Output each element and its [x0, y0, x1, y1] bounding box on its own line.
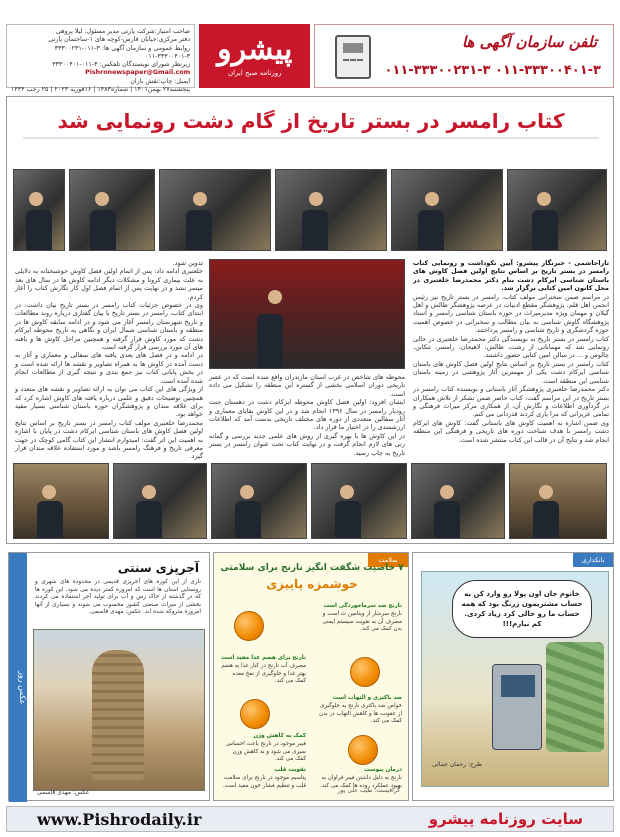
health-item: [316, 695, 402, 726]
article-paragraph: محوطه های شاخص در غرب استان مازندران واقع شده است که در عصر تاریخی دوران اسلامی بخشی از گستره این منطقه را تشکیل می داده است.: [209, 373, 405, 398]
article-paragraph: کتاب رامسر در بستر تاریخ به نویسندگی دکتر محمدرضا خلعتبری در حالی رونمایی شد که مهمانانی از رشت، طالش، لاهیجان، رامسر، تنکابن، چالوس و ... در سالن امین کتابی حضور داشتند.: [413, 334, 609, 360]
issue-date-line: پنجشنبه۲۷ بهمن۱۴۰۱ | شماره۱۴۸۳ | ۱۶فوریه ۲۰۲۳ | ۲۵ رجب ۱۴۴۴: [11, 86, 191, 94]
article-paragraph: خلعتبری ادامه داد: پس از اتمام اولین فصل کاوش خوشبختانه به دلایلی به علت بیماری کرونا و مشکلات دیگر ادامه کاوش ها در سال های بعد میسر نشد و در نهایت پس از اتمام فصل اول کار نگارش کتاب را آغاز کردم.: [15, 267, 203, 301]
health-item-body: نارنج سرشار از ویتامین ث است و مصرف آن به تقویت سیستم ایمنی بدن کمک می کند.: [322, 611, 402, 633]
website-label: سایت روزنامه پیشرو: [428, 810, 583, 828]
footer-banner: [6, 806, 614, 832]
health-item-body: خواص ضد باکتری نارنج به جلوگیری از عفونت ها و کاهش التهاب در بدن کمک می کند.: [319, 703, 402, 725]
email-link[interactable]: Pishronewspaper@Gmail.com: [85, 69, 191, 77]
article-paragraph: کتاب رامسر در بستر تاریخ بر اساس نتایج اولین فصل کاوش های باستان شناسی ایرکام دشت یکی از مهمترین آثار پژوهشی در زمینه باستان شناسی این منطقه است.: [413, 359, 609, 385]
article-paragraph: وی در خصوص جزئیات کتاب رامسر در بستر تاریخ بیان داشت: در ابتدای کتاب، رامسر در بستر تاریخ با بیان گفتاری درباره روند مطالعات و تاریخ شهرستان رامسر آغاز می شود و در ادامه سابقه کاوش ها در منطقه و باستان شناسی شمال ایران و نگاهی به تاریخ محوطه ایرکام دشت که مورد کاوش قرار گرفته و همچنین مراحل کاوش ها و یافته های آن مورد بررسی قرار گرفته است.: [15, 301, 203, 352]
info-line: ایمیل: چاپ:نقش باران: [130, 77, 191, 85]
article-paragraph: دکتر محمدرضا خلعتبری پژوهشگر آثار باستانی و نویسنده کتاب رامسر در بستر تاریخ در این مراسم گفت: کتاب حاضر ضمن تشکر از تلاش همکاران در گردآوری اطلاعات و نگارش آن، از همکاری مرکز میراث فرهنگی و تمامی عزیزانی که مرا یاری کردند قدردانی می کنم.: [413, 385, 609, 419]
photo-credit: عکس: مهدی قاسمی: [37, 789, 90, 796]
info-line: زیرنظر شورای نویسندگان تلفکس: ۳-۰۱۱-۳۳۳۰۰۴۰۱: [52, 61, 191, 69]
article-paragraph: از ویژگی های این کتاب می توان به ارائه تصاویر و نقشه های متعدد و همچنین توضیحات دقیق و علمی درباره یافته های کاوش اشاره کرد که برای علاقه مندان و پژوهشگران حوزه باستان شناسی بسیار مفید خواهد بود.: [15, 385, 203, 419]
info-line: صاحب امتیاز:شرکت پارتی مدیر مسئول: لیلا پروهی: [56, 28, 191, 35]
article-paragraph: وی ضمن اشاره به اهمیت کاوش های باستانی گفت: کاوش های ایرکام دشت رامسر با هدف شناخت دوره های تاریخی و فرهنگی این منطقه انجام شد و نتایج آن در قالب این کتاب منتشر شده است.: [413, 418, 609, 444]
article-photo: [275, 169, 387, 251]
article-photo: [13, 463, 109, 539]
article-photo: [311, 463, 407, 539]
article-paragraph: محمدرضا خلعتبری مولف کتاب رامسر در بستر تاریخ بر اساس نتایج اولین فصل کاوش های باستان شناسی ایرکام دشت در پایان با اشاره به اهمیت این اثر گفت: امیدوارم انتشار این کتاب گامی کوچک در جهت معرفی تاریخ و فرهنگ رامسر باشد و مورد استفاده علاقه مندان قرار گیرد.: [15, 418, 203, 461]
health-item: [220, 655, 306, 686]
cartoon-caption: طرح: رحمان جمالی: [432, 761, 482, 768]
article-photo: [159, 169, 271, 251]
health-item-body: پتاسیم موجود در نارنج برای سلامت قلب و تنظیم فشار خون مفید است.: [222, 775, 306, 789]
bottom-section: [6, 552, 614, 801]
article-paragraph: ثاراحاشمی - خبرنگار پیشرو: آیین نکوداشت و رونمایی کتاب رامسر در بستر تاریخ بر اساس نتایج اولین فصل کاوش های باستان شناسی ایرکام دشت بنام دکتر محمدرضا خلعتبری در محل کانون امین کتابی برگزار شد.: [413, 259, 609, 293]
health-title[interactable]: ۷ خاصیت شگفت انگیز نارنج برای سلامتی: [220, 563, 404, 573]
article-photo: [69, 169, 155, 251]
ad-contact-box: [314, 24, 614, 88]
article-paragraph: در مراسم ضمن سخنرانی مولف کتاب، رامسر در بستر تاریخ نیز رئیس انجمن اهل قلم، پژوهشگر مقطع ادبیات در عرصه پژوهشگر طالش و اهل گیلان و مهمان ویژه مدیرمیراث در حوزه باستان شناسی رامسر و استاد پژوهشگاه گاوش شناسی به بیان مطالب و سخنرانی در خصوص اهمیت حوزه گردشگری و تاریخ شناسی و رامسر پرداختند.: [413, 292, 609, 335]
article-column-center: [209, 373, 405, 459]
article-paragraph: در ادامه و در فصل های بعدی یافته های سفالی و معماری و آثار به دست آمده در کاوش ها به همراه تصاویر و نقشه ها ارائه شده است و در بخش پایانی کتاب نیز جمع بندی و نتیجه گیری از مطالعات انجام شده آمده است.: [15, 351, 203, 385]
ad-title: تلفن سازمان آگهی ها: [461, 33, 597, 51]
article-paragraph: در این کاوش ها با بهره گیری از روش های علمی جدید بررسی و گمانه زنی های لازم انجام گرفت و در نهایت کتاب تحت عنوان رامسر در بستر تاریخ به چاپ رسید.: [209, 431, 405, 457]
article-photo: [411, 463, 505, 539]
brick-kiln-photo: [33, 629, 205, 791]
newspaper-logo[interactable]: [199, 24, 310, 88]
health-item: [316, 603, 402, 634]
orange-icon: [240, 699, 270, 729]
orange-icon: [350, 657, 380, 687]
health-item-body: مصرف آب نارنج در کنار غذا به هضم بهتر غذا و جلوگیری از نفخ معده کمک می کند.: [221, 663, 306, 685]
article-photo: [211, 463, 307, 539]
health-item-title: نارنج برای هضم غذا مفید است: [220, 655, 306, 661]
masthead: [6, 24, 614, 94]
orange-icon: [234, 611, 264, 641]
health-panel: [213, 552, 409, 801]
website-link[interactable]: www.Pishrodaily.ir: [37, 809, 202, 829]
logo-subtitle: روزنامه صبح ایران: [227, 69, 282, 77]
cartoon-panel: [412, 552, 614, 801]
article-photo: [391, 169, 503, 251]
cartoon-illustration: [421, 571, 609, 787]
photo-of-day-ribbon: عکس روز: [9, 553, 27, 802]
info-line: دفتر مرکزی:خیابان فارس-کوچه های ۱-ساختمان پارتی: [48, 36, 191, 44]
photo-of-day-title[interactable]: آجرپزی سنتی: [117, 561, 199, 575]
article-photo: [509, 463, 607, 539]
fax-icon: [335, 35, 371, 79]
health-item-title: ضد باکتری و التهاب است: [332, 695, 402, 701]
photo-of-day-caption: نازی از این کوره های آجرپزی قدیمی در محدوده های شهری و روستایی استان ها است که امروزه کمتر دیده می شود. این کوره ها که در گذشته از خاک رس و آب برای تولید آجر استفاده می کردند بخشی از میراث صنعتی کشور محسوب می شوند و بسیاری از آنها امروزه متروکه شده اند. عکس: مهدی قاسمی.: [35, 579, 201, 616]
health-item: [220, 733, 306, 764]
health-item-title: درمان یبوست: [364, 767, 402, 773]
health-item-title: کمک به کاهش وزن: [253, 733, 306, 739]
article-headline[interactable]: کتاب رامسر در بستر تاریخ از گام دشت رونمایی شد: [23, 105, 599, 139]
orange-icon: [348, 735, 378, 765]
health-item-title: تقویت قلب: [274, 767, 306, 773]
main-article: [6, 96, 614, 544]
ad-phone: ۰۱۱-۳۳۳۰۰۲۳۱-۳ ۰۱۱-۳۳۳۰۰۴۰۱-۳: [384, 63, 601, 78]
health-item-body: نارنج به دلیل داشتن فیبر فراوان به بهبود عملکرد روده ها کمک می کند.: [319, 775, 402, 789]
photo-of-day-panel: [8, 552, 210, 801]
speech-bubble: خانوم جان اون پولا رو وارد کن به حساب مشتریمون زرنگ بود که همه حساب ما رو خالی کرد زیاد کردی. کم نیارم!!!: [452, 580, 592, 638]
health-item-body: فیبر موجود در نارنج باعث احساس سیری می شود و به کاهش وزن کمک می کند.: [226, 741, 306, 763]
article-column-right: [413, 259, 609, 459]
info-line: ۰۱۱-۳۳۳۰۰۴۰۱-۳: [145, 52, 191, 60]
article-photo: [113, 463, 207, 539]
article-column-left: [15, 259, 203, 459]
logo-text: پیشرو: [217, 32, 293, 67]
publication-info: [6, 24, 195, 94]
atm-icon: [492, 664, 542, 750]
health-item: [220, 767, 306, 790]
info-line: روابط عمومی و سازمان آگهی ها: ۳-۰۱۱-۳۳۳۰۰۲۳۱: [54, 44, 191, 52]
cartoon-ribbon: بانکداری: [573, 553, 613, 567]
health-credit: گرافیست: طیب علی پور: [337, 787, 400, 794]
article-paragraph: تدوین شود.: [172, 259, 203, 267]
article-paragraph: ایشان افزود: اولین فصل کاوش محوطه ایرکام دشت در دهستان جنت رودبار رامسر در سال ۱۳۹۶ انجام شد و در این کاوش بقایای معماری و آثار سفالین متعددی از دوره های مختلف تاریخی بدست آمد که اطلاعات ارزشمندی را در اختیار ما قرار داد.: [209, 398, 405, 432]
group-photo: [209, 259, 405, 369]
money-stack-icon: [546, 642, 604, 752]
article-photo: [507, 169, 607, 251]
health-item-title: نارنج ضد سرماخوردگی است: [323, 603, 402, 609]
article-photo: [13, 169, 65, 251]
health-subtitle: خوشمزه پاییزی: [266, 577, 358, 591]
health-ribbon: سلامت: [368, 553, 408, 567]
